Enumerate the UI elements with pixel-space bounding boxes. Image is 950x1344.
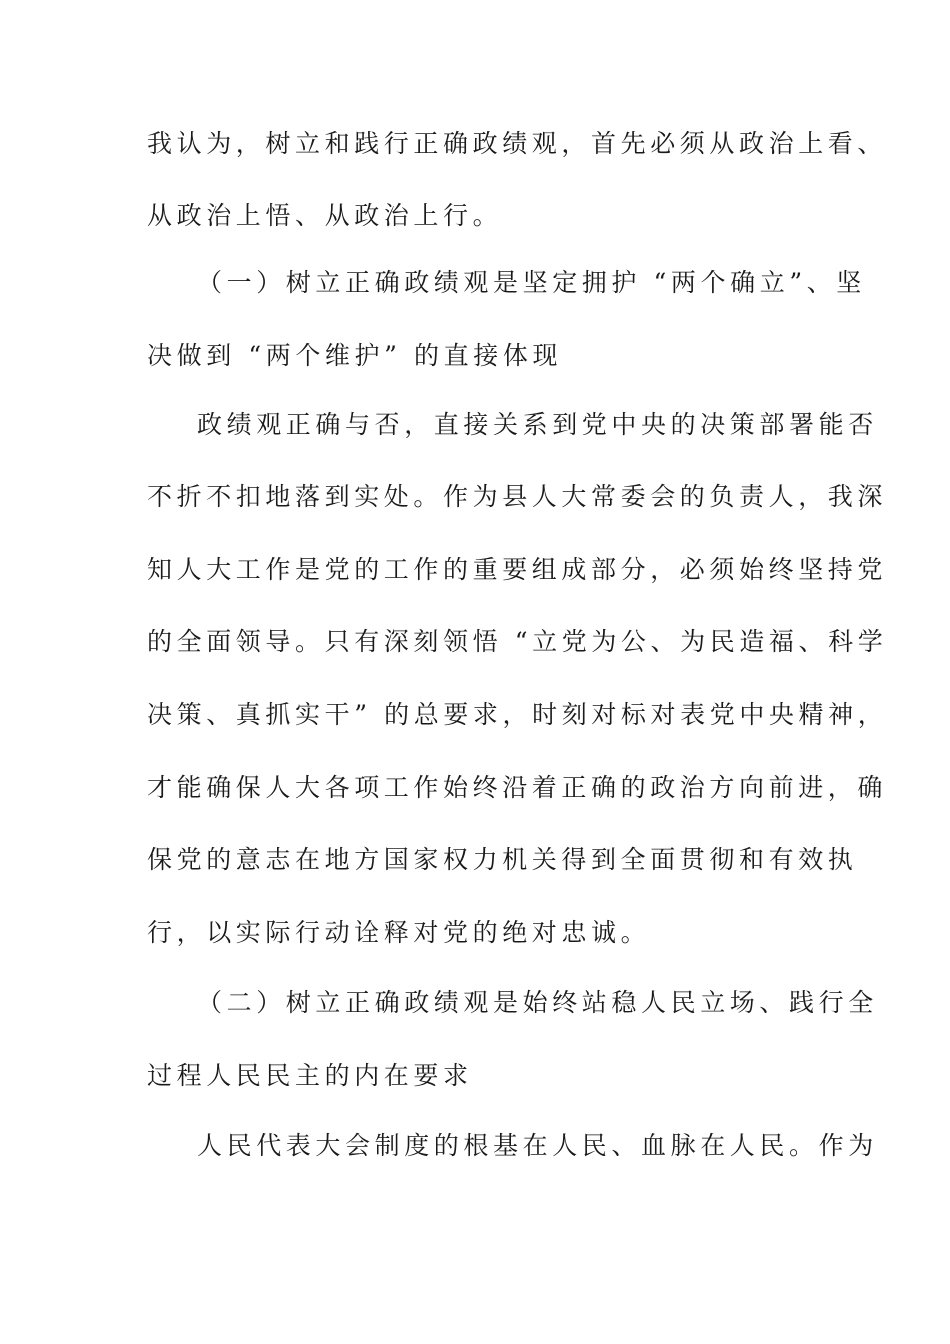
paragraph-line: 决策、真抓实干” 的总要求，时刻对标对表党中央精神， xyxy=(147,700,888,729)
section-heading-line: 决做到 “两个维护” 的直接体现 xyxy=(147,341,563,370)
paragraph-line: 人民代表大会制度的根基在人民、血脉在人民。作为 xyxy=(197,1131,878,1160)
paragraph-line: 的全面领导。只有深刻领悟 “立党为公、为民造福、科学 xyxy=(147,627,888,656)
paragraph-line: 不折不扣地落到实处。作为县人大常委会的负责人，我深 xyxy=(147,482,888,511)
paragraph-line: 才能确保人大各项工作始终沿着正确的政治方向前进，确 xyxy=(147,773,888,802)
section-heading-line: （一）树立正确政绩观是坚定拥护 “两个确立”、坚 xyxy=(197,268,866,297)
paragraph-line: 知人大工作是党的工作的重要组成部分，必须始终坚持党 xyxy=(147,555,888,584)
paragraph-line: 我认为，树立和践行正确政绩观，首先必须从政治上看、 xyxy=(147,129,888,158)
paragraph-line: 政绩观正确与否，直接关系到党中央的决策部署能否 xyxy=(197,410,878,439)
paragraph-line: 从政治上悟、从政治上行。 xyxy=(147,201,503,230)
section-heading-line: 过程人民民主的内在要求 xyxy=(147,1061,473,1090)
section-heading-line: （二）树立正确政绩观是始终站稳人民立场、践行全 xyxy=(197,988,878,1017)
paragraph-line: 行，以实际行动诠释对党的绝对忠诚。 xyxy=(147,918,651,947)
paragraph-line: 保党的意志在地方国家权力机关得到全面贯彻和有效执 xyxy=(147,845,858,874)
